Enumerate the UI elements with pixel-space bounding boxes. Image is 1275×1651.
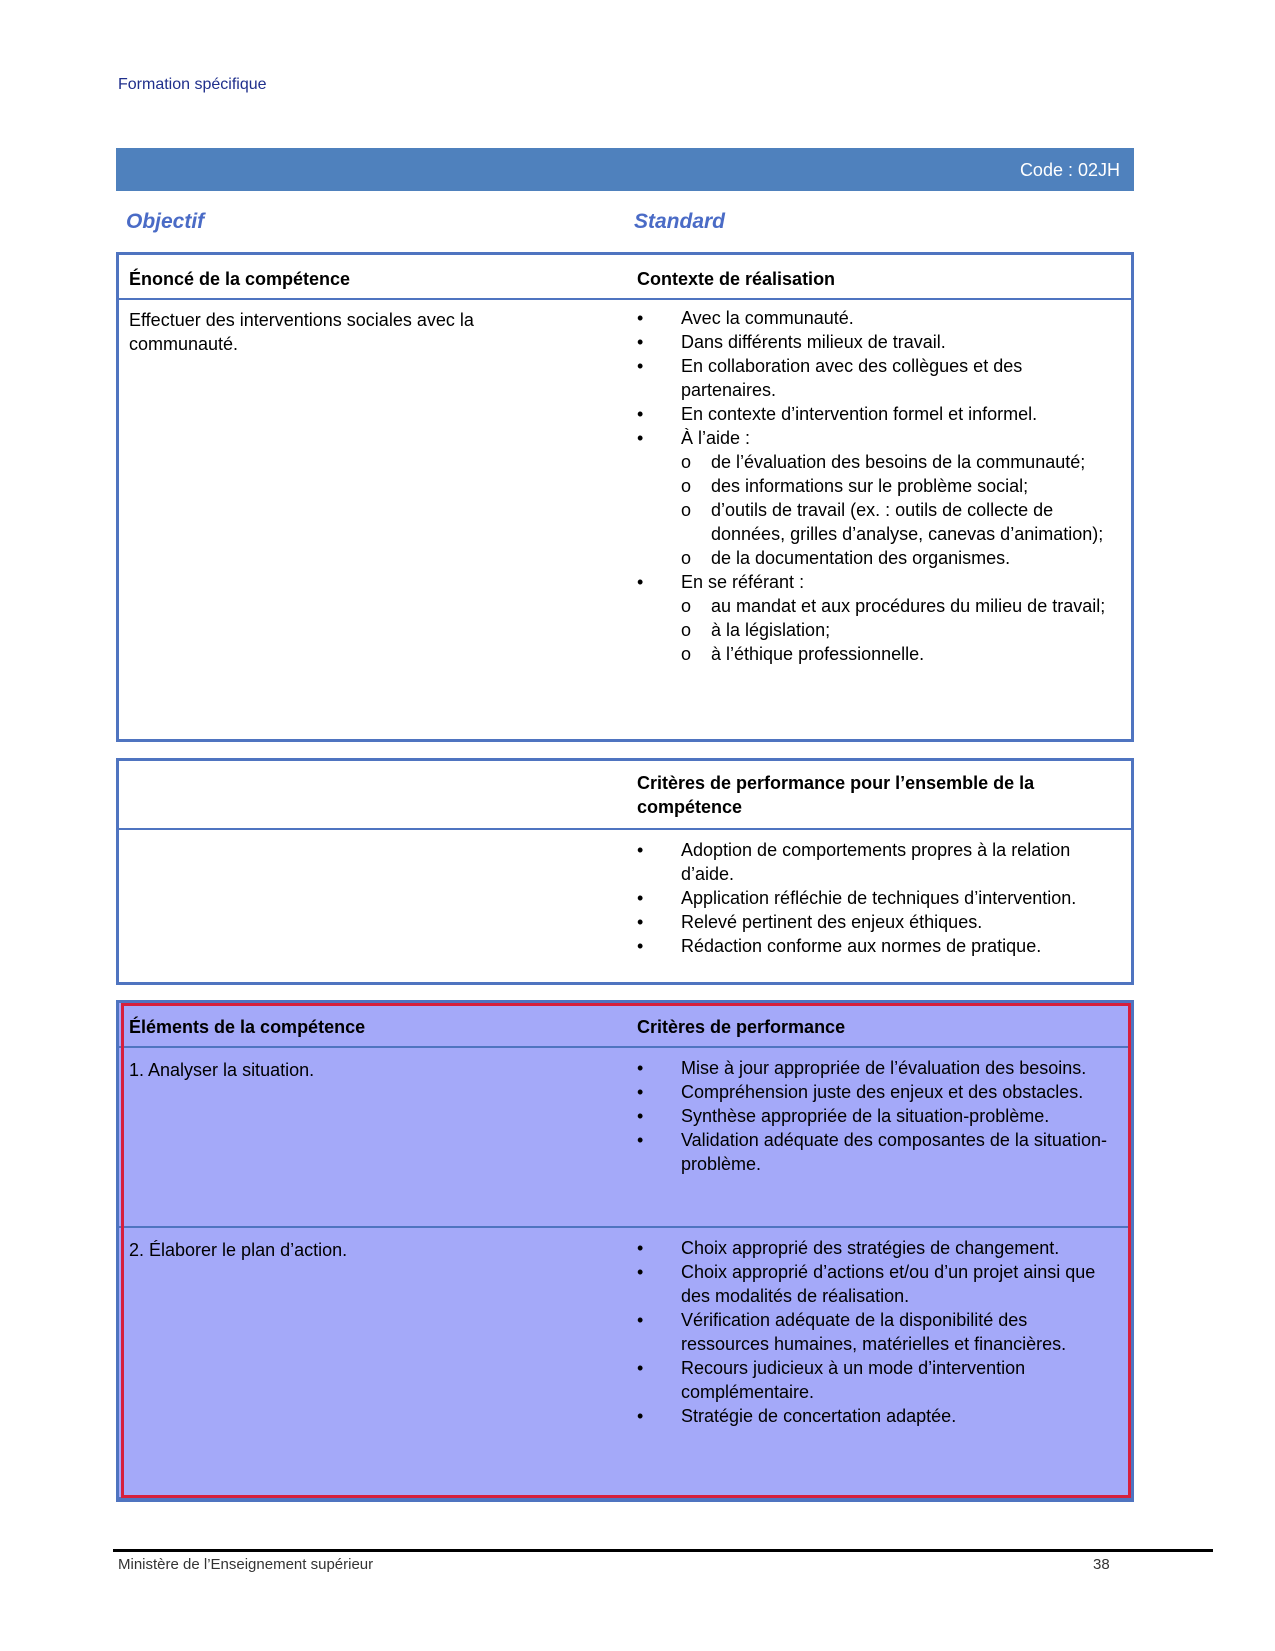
- bullet-icon: •: [637, 428, 644, 448]
- list-item: • Stratégie de concertation adaptée.: [637, 1406, 957, 1426]
- footer-divider: [113, 1549, 1213, 1552]
- element-criteria-list: [637, 1236, 1107, 1428]
- footer-ministry: Ministère de l’Enseignement supérieur: [118, 1556, 374, 1573]
- elements-header-row: [119, 1003, 1131, 1048]
- list-item: • Adoption de comportements propres à la relation d’aide.: [637, 840, 1071, 884]
- bullet-icon: •: [637, 1262, 644, 1282]
- elements-header: Éléments de la compétence: [129, 1017, 366, 1037]
- sub-list-item: o à la législation;: [681, 620, 831, 640]
- bullet-icon: •: [637, 356, 644, 376]
- bullet-icon: •: [637, 840, 644, 860]
- elements-box: [116, 1000, 1134, 1502]
- list-item: • En se référant : o au mandat et aux procédures du milieu de travail; o à la législation; o à l’éthique professionnelle.: [637, 572, 1106, 664]
- list-item: • Application réfléchie de techniques d’intervention.: [637, 888, 1077, 908]
- circle-bullet-icon: o: [681, 476, 692, 496]
- competence-box: [116, 252, 1134, 742]
- circle-bullet-icon: o: [681, 620, 692, 640]
- context-header: Contexte de réalisation: [637, 269, 836, 289]
- bullet-icon: •: [637, 1310, 644, 1330]
- list-item: • Vérification adéquate de la disponibilité des ressources humaines, matérielles et financières.: [637, 1310, 1067, 1354]
- list-item: • Choix approprié des stratégies de changement.: [637, 1238, 1060, 1258]
- bullet-icon: •: [637, 1406, 644, 1426]
- competence-body-row: [119, 300, 1131, 737]
- list-item: • Synthèse appropriée de la situation-problème.: [637, 1106, 1050, 1126]
- competence-header-row: [119, 255, 1131, 300]
- sub-list-item: o de l’évaluation des besoins de la communauté;: [681, 452, 1086, 472]
- bullet-icon: •: [637, 1130, 644, 1150]
- bullet-icon: •: [637, 572, 644, 592]
- criteria-header-row: [119, 761, 1131, 830]
- list-item: • Avec la communauté.: [637, 308, 854, 328]
- element-row: [119, 1228, 1131, 1499]
- sub-list-item: o à l’éthique professionnelle.: [681, 644, 925, 664]
- objective-heading: Objectif: [126, 210, 205, 233]
- list-item: • Choix approprié d’actions et/ou d’un projet ainsi que des modalités de réalisation.: [637, 1262, 1096, 1306]
- bullet-icon: •: [637, 308, 644, 328]
- sub-list-item: o de la documentation des organismes.: [681, 548, 1011, 568]
- bullet-icon: •: [637, 1106, 644, 1126]
- circle-bullet-icon: o: [681, 644, 692, 664]
- circle-bullet-icon: o: [681, 548, 692, 568]
- element-label: 2. Élaborer le plan d’action.: [129, 1240, 348, 1260]
- bullet-icon: •: [637, 332, 644, 352]
- list-item: • Dans différents milieux de travail.: [637, 332, 946, 352]
- list-item: • Validation adéquate des composantes de la situation-problème.: [637, 1130, 1107, 1174]
- element-row: [119, 1048, 1131, 1228]
- list-item: • Recours judicieux à un mode d’intervention complémentaire.: [637, 1358, 1026, 1402]
- bullet-icon: •: [637, 1082, 644, 1102]
- standard-heading: Standard: [634, 210, 726, 233]
- performance-header: Critères de performance: [637, 1017, 846, 1037]
- list-item: • En collaboration avec des collègues et des partenaires.: [637, 356, 1023, 400]
- context-list: [637, 306, 1107, 666]
- sub-list-item: o au mandat et aux procédures du milieu de travail;: [681, 596, 1106, 616]
- bullet-icon: •: [637, 888, 644, 908]
- page-number: 38: [1093, 1556, 1110, 1573]
- sub-list-item: o des informations sur le problème social;: [681, 476, 1029, 496]
- bullet-icon: •: [637, 936, 644, 956]
- sub-list-item: o d’outils de travail (ex. : outils de collecte de données, grilles d’analyse, canevas d’animation);: [681, 500, 1104, 544]
- bullet-icon: •: [637, 912, 644, 932]
- list-item: • En contexte d’intervention formel et informel.: [637, 404, 1038, 424]
- criteria-body-row: [119, 830, 1131, 982]
- page-header-title: Formation spécifique: [118, 76, 267, 93]
- criteria-list: [637, 838, 1107, 958]
- circle-bullet-icon: o: [681, 596, 692, 616]
- circle-bullet-icon: o: [681, 500, 692, 520]
- list-item: • Relevé pertinent des enjeux éthiques.: [637, 912, 983, 932]
- list-item: • Compréhension juste des enjeux et des obstacles.: [637, 1082, 1084, 1102]
- bullet-icon: •: [637, 404, 644, 424]
- code-label: Code : 02JH: [1019, 160, 1120, 180]
- criteria-header: Critères de performance pour l’ensemble de la compétence: [637, 773, 1035, 817]
- circle-bullet-icon: o: [681, 452, 692, 472]
- list-item: • À l’aide : o de l’évaluation des besoins de la communauté; o des informations sur le problème social; o d’outils de travail (ex. : outils de collecte de données, grilles d’analyse, canevas d’animation); o de la documentation des organismes.: [637, 426, 1107, 570]
- list-item: • Mise à jour appropriée de l’évaluation des besoins.: [637, 1058, 1087, 1078]
- element-criteria-list: [637, 1056, 1107, 1176]
- bullet-icon: •: [637, 1238, 644, 1258]
- bullet-icon: •: [637, 1358, 644, 1378]
- criteria-box: [116, 758, 1134, 985]
- list-item: • Rédaction conforme aux normes de pratique.: [637, 936, 1042, 956]
- code-bar: [116, 148, 1134, 191]
- competence-statement-header: Énoncé de la compétence: [129, 269, 351, 289]
- bullet-icon: •: [637, 1058, 644, 1078]
- element-label: 1. Analyser la situation.: [129, 1060, 315, 1080]
- competence-statement: Effectuer des interventions sociales avec la communauté.: [129, 310, 474, 354]
